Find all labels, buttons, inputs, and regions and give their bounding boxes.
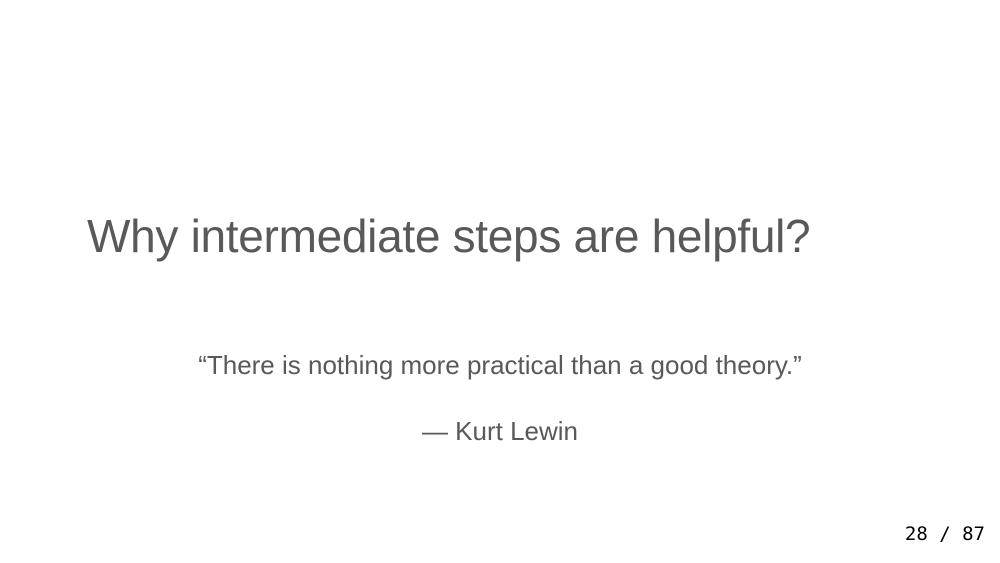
page-counter: 28 / 87 bbox=[904, 523, 985, 545]
quote-author: — Kurt Lewin bbox=[421, 416, 579, 446]
quote-block bbox=[0, 345, 1000, 451]
slide-title: Why intermediate steps are helpful? bbox=[87, 210, 811, 262]
quote-text: “There is nothing more practical than a good theory.” bbox=[198, 350, 802, 380]
